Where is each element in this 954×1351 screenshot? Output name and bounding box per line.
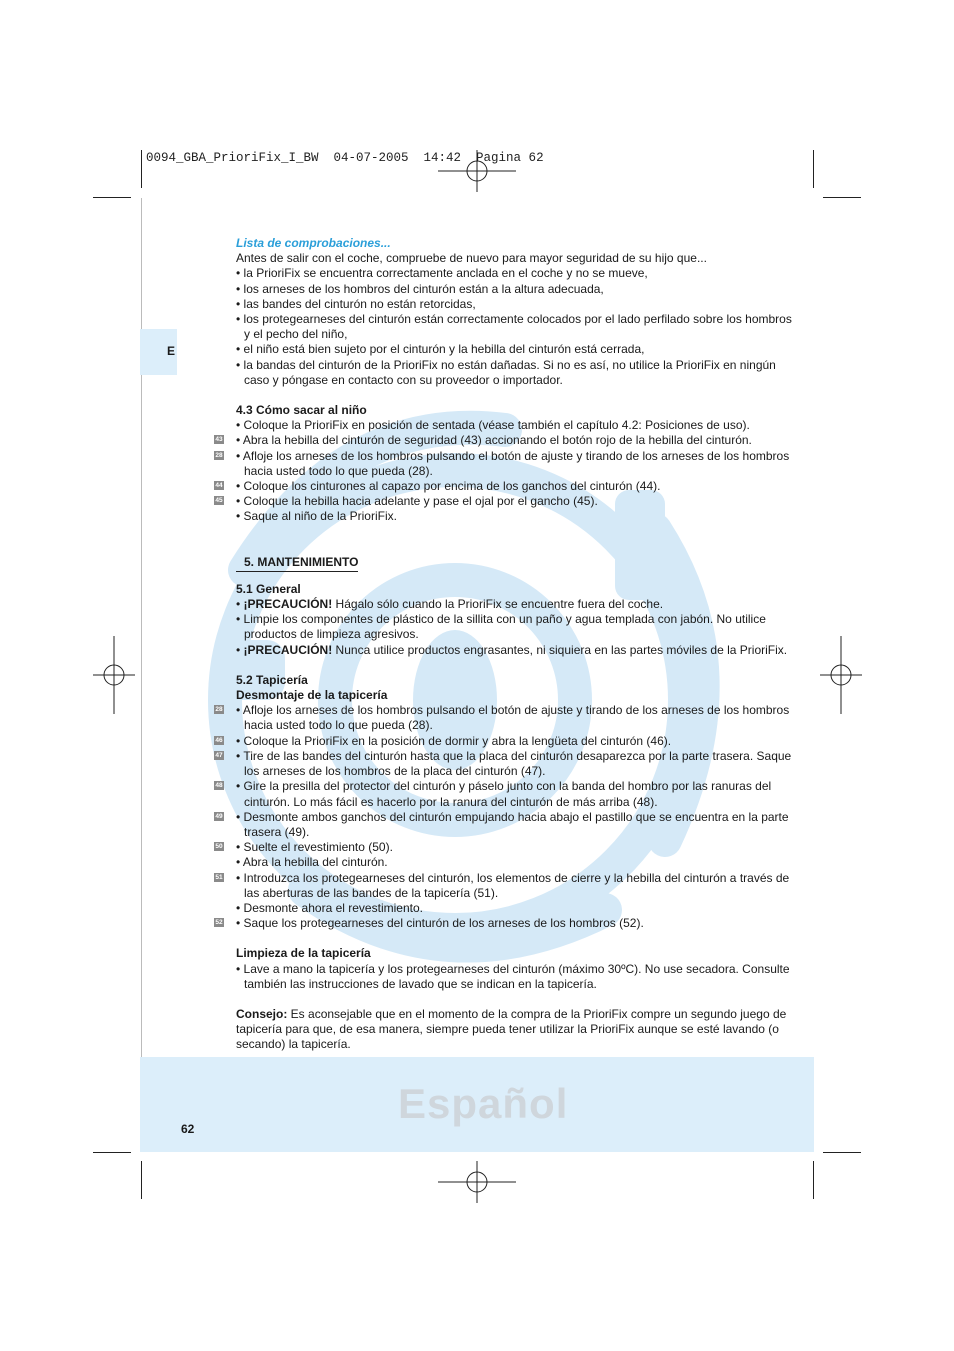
figure-ref: 49	[215, 812, 223, 820]
list-item: • las bandes del cinturón no están retorcidas,	[236, 296, 476, 311]
list-item: • el niño está bien sujeto por el cinturón y la hebilla del cinturón está cerrada,	[236, 342, 645, 357]
list-item: 45 • Coloque la hebilla hacia adelante y pase el ojal por el gancho (45).	[215, 494, 598, 509]
list-item: 43 • Abra la hebilla del cinturón de seguridad (43) accionando el botón rojo de la hebilla del cinturón.	[215, 433, 752, 448]
list-item: 28 • Afloje los arneses de los hombros pulsando el botón de ajuste y tirando de los arneses de los hombros hacia usted todo lo que pueda (28).	[215, 448, 790, 478]
section-heading: 4.3 Cómo sacar al niño	[236, 403, 367, 418]
crop-mark	[813, 1161, 814, 1199]
list-item: • ¡PRECAUCIÓN! Nunca utilice productos engrasantes, ni siquiera en las partes móviles de la PrioriFix.	[236, 642, 788, 657]
figure-ref: 46	[215, 736, 223, 744]
list-item: • Abra la hebilla del cinturón.	[236, 855, 388, 870]
figure-ref: 50	[215, 843, 223, 851]
subsection-heading: Desmontaje de la tapicería	[236, 688, 388, 703]
list-item: 51 • Introduzca los protegearneses del cinturón, los elementos de cierre y la hebilla del cinturón a través de las aberturas de las bandes de la tapicería (51).	[215, 870, 790, 900]
crop-mark	[823, 197, 861, 198]
list-item: • Lave a mano la tapicería y los protegearneses del cinturón (máximo 30ºC). No use secadora. Consulte también las instrucciones de lavado que se indican en la tapicería.	[236, 961, 790, 991]
crop-mark	[823, 1152, 861, 1153]
figure-ref: 51	[215, 873, 223, 881]
registration-mark-icon	[438, 1161, 516, 1203]
list-item: 46 • Coloque la PrioriFix en la posición de dormir y abra la lengüeta del cinturón (46).	[215, 733, 672, 748]
crop-mark	[141, 1161, 142, 1199]
list-item: • la bandas del cinturón de la PrioriFix no están dañadas. Si no es así, no utilice la PrioriFix en ningún caso y póngase en contacto con su proveedor o importador.	[236, 357, 776, 387]
chapter-heading: 5. MANTENIMIENTO	[236, 555, 358, 572]
list-item: 47 • Tire de las bandes del cinturón hasta que la placa del cinturón desaparezca por la parte trasera. Saque los arneses de los hombros de la placa del cinturón (47).	[215, 748, 792, 779]
list-item: 50 • Suelte el revestimiento (50).	[215, 840, 393, 855]
list-item: • ¡PRECAUCIÓN! Hágalo sólo cuando la PrioriFix se encuentre fuera del coche.	[236, 597, 664, 612]
subsection-heading: Limpieza de la tapicería	[236, 946, 371, 961]
list-item: • Saque al niño de la PrioriFix.	[236, 509, 397, 524]
checklist-intro: Antes de salir con el coche, compruebe de nuevo para mayor seguridad de su hijo que...	[236, 251, 707, 266]
crop-mark	[141, 150, 142, 188]
print-header: 0094_GBA_PrioriFix_I_BW 04-07-2005 14:42 Pagina 62	[146, 151, 544, 165]
crop-mark	[93, 1152, 131, 1153]
figure-ref: 47	[215, 751, 223, 759]
figure-ref: 52	[215, 919, 223, 927]
list-item: • la PrioriFix se encuentra correctamente anclada en el coche y no se mueve,	[236, 266, 648, 281]
list-item: • Desmonte ahora el revestimiento.	[236, 900, 423, 915]
list-item: 28 • Afloje los arneses de los hombros pulsando el botón de ajuste y tirando de los arneses de los hombros hacia usted todo lo que pueda (28).	[215, 703, 790, 733]
page-number: 62	[181, 1122, 195, 1136]
crop-mark	[93, 197, 131, 198]
figure-ref: 45	[215, 497, 223, 505]
list-item: • Limpie los componentes de plástico de la sillita con un paño y agua templada con jabón. No utilice productos de limpieza agresivos.	[236, 612, 766, 642]
registration-mark-icon	[93, 636, 135, 714]
language-tab-letter: E	[167, 344, 176, 358]
registration-mark-icon	[820, 636, 862, 714]
figure-ref: 28	[215, 706, 223, 714]
list-item: 44 • Coloque los cinturones al capazo por encima de los ganchos del cinturón (44).	[215, 479, 661, 494]
list-item: • Coloque la PrioriFix en posición de sentada (véase también el capítulo 4.2: Posiciones de uso).	[236, 418, 750, 433]
list-item: 48 • Gire la presilla del protector del cinturón y páselo junto con la banda del hombro por las ranuras del cinturón. Lo más fácil es hacerlo por la ranura del cinturón de más arriba (48).	[215, 779, 772, 809]
tip-paragraph: Consejo: Es aconsejable que en el momento de la compra de la PrioriFix compre un segundo juego de tapicería para que, de esa manera, siempre pueda tener utilizar la PrioriFix aunque se esté lavando (o secando) la tapicería.	[236, 1006, 787, 1052]
figure-ref: 48	[215, 782, 223, 790]
list-item: • los arneses de los hombros del cinturón están a la altura adecuada,	[236, 281, 604, 296]
figure-ref: 44	[215, 482, 223, 490]
crop-mark	[813, 150, 814, 188]
figure-ref: 28	[215, 451, 223, 459]
list-item: 49 • Desmonte ambos ganchos del cinturón empujando hacia abajo el pastillo que se encuentra en la parte trasera (49).	[215, 809, 789, 839]
section-heading: 5.1 General	[236, 581, 301, 596]
checklist-heading: Lista de comprobaciones...	[236, 236, 391, 250]
list-item: • los protegearneses del cinturón están correctamente colocados por el lado perfilado sobre los hombros y el pecho del niño,	[236, 312, 792, 342]
registration-mark-icon	[438, 150, 516, 192]
main-content	[215, 236, 796, 1053]
figure-ref: 43	[215, 436, 223, 444]
list-item: 52 • Saque los protegearneses del cinturón de los arneses de los hombros (52).	[215, 916, 644, 931]
section-heading: 5.2 Tapicería	[236, 672, 308, 687]
footer-title: Español	[398, 1080, 569, 1127]
